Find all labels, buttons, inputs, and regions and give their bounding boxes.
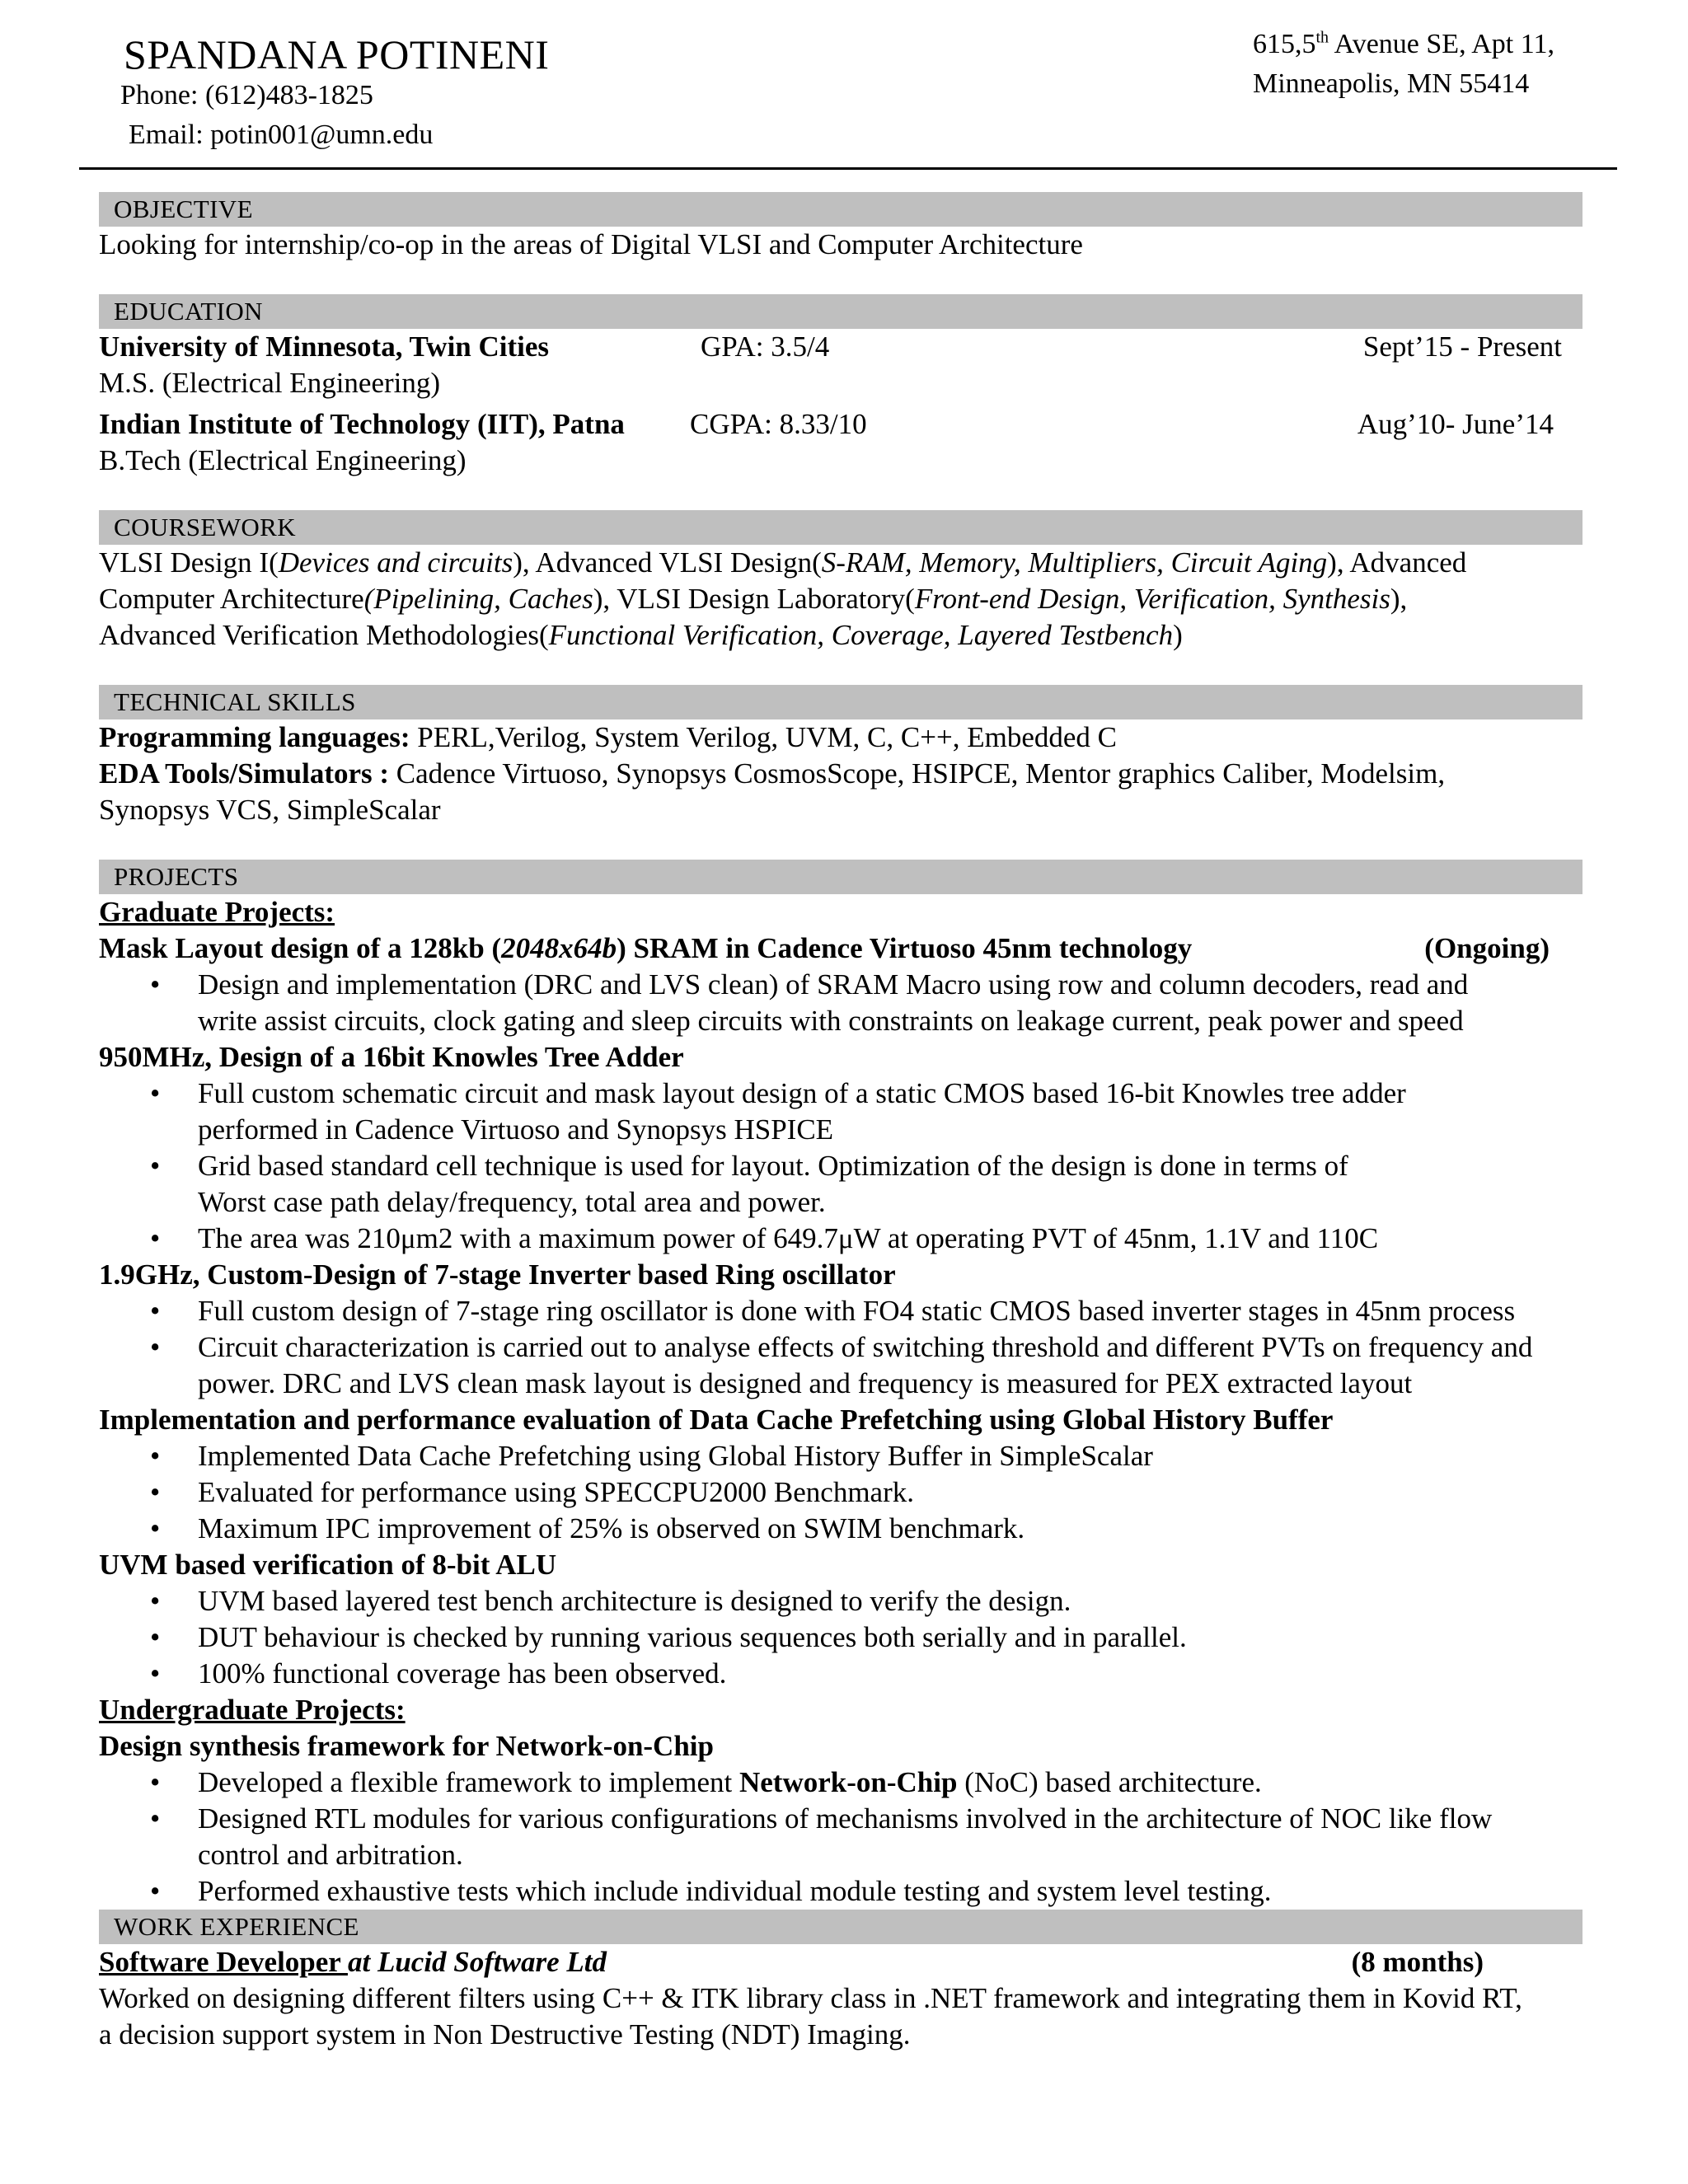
skill-label: Programming languages: — [99, 721, 410, 753]
education-row — [99, 329, 1582, 365]
phone-number: Phone: (612)483-1825 — [120, 80, 373, 110]
coursework-line — [99, 581, 1582, 617]
bullet-line: Worst case path delay/frequency, total area and power. — [198, 1186, 826, 1218]
bullet-line: • Performed exhaustive tests which include individual module testing and system level testing. — [198, 1875, 1272, 1907]
project-title: Implementation and performance evaluation of Data Cache Prefetching using Global History Buffer — [99, 1404, 1334, 1436]
resume-header — [0, 0, 1688, 173]
project-title: 950MHz, Design of a 16bit Knowles Tree Adder — [99, 1041, 684, 1073]
bullet-text-bold: Network-on-Chip — [739, 1766, 958, 1798]
bullet-line: • Full custom design of 7-stage ring oscillator is done with FO4 static CMOS based inverter stages in 45nm process — [198, 1295, 1516, 1327]
education-dates: Sept’15 - Present — [1362, 330, 1562, 363]
project-title-text: ) SRAM in Cadence Virtuoso 45nm technology — [617, 932, 1193, 964]
bullet-line: • 100% functional coverage has been observed. — [198, 1657, 727, 1690]
address-street: Avenue SE, Apt 11, — [1329, 29, 1554, 59]
bullet-item — [99, 1329, 1582, 1402]
bullet-line: • Circuit characterization is carried out to analyse effects of switching threshold and different PVTs on frequency and — [198, 1331, 1533, 1363]
course-text: VLSI Design I( — [99, 546, 279, 579]
objective-heading: OBJECTIVE — [99, 192, 1582, 227]
course-text: Advanced Verification Methodologies( — [99, 619, 549, 651]
eda-tools-continued: Synopsys VCS, SimpleScalar — [99, 794, 441, 826]
postal-address — [1253, 25, 1665, 104]
bullet-line: • DUT behaviour is checked by running various sequences both serially and in parallel. — [198, 1621, 1187, 1653]
course-topics: Front-end Design, Verification, Synthesis — [914, 583, 1390, 615]
gpa: GPA: 3.5/4 — [701, 330, 830, 363]
project-title — [99, 930, 1582, 967]
job-company: at Lucid Software Ltd — [347, 1946, 607, 1978]
bullet-item — [99, 1873, 1582, 1910]
bullet-item — [99, 1293, 1582, 1329]
project-bullets — [99, 1293, 1582, 1402]
course-topics: (Pipelining, Caches — [363, 583, 593, 615]
course-text: ), — [1390, 583, 1408, 615]
work-experience-heading: WORK EXPERIENCE — [99, 1910, 1582, 1944]
bullet-line: • The area was 210μm2 with a maximum power of 649.7μW at operating PVT of 45nm, 1.1V and 110C — [198, 1222, 1379, 1254]
bullet-item — [99, 1474, 1582, 1511]
bullet-line: • UVM based layered test bench architecture is designed to verify the design. — [198, 1585, 1071, 1617]
job-role: Software Developer — [99, 1946, 348, 1978]
project-bullets — [99, 1765, 1582, 1910]
job-description-line: Worked on designing different filters using C++ & ITK library class in .NET framework and integrating them in Kovid RT, — [99, 1982, 1522, 2014]
degree: M.S. (Electrical Engineering) — [99, 367, 441, 399]
header-divider — [79, 167, 1617, 170]
skills-heading: TECHNICAL SKILLS — [99, 685, 1582, 719]
bullet-line: • Full custom schematic circuit and mask layout design of a static CMOS based 16-bit Knowles tree adder — [198, 1077, 1406, 1109]
skill-value: Cadence Virtuoso, Synopsys CosmosScope, HSIPCE, Mentor graphics Caliber, Modelsim, — [389, 757, 1446, 790]
bullet-line: • Evaluated for performance using SPECCPU2000 Benchmark. — [198, 1476, 914, 1508]
education-heading: EDUCATION — [99, 294, 1582, 329]
bullet-item — [99, 1438, 1582, 1474]
job-title-line — [99, 1944, 1582, 1980]
coursework-line — [99, 617, 1582, 654]
address-line-1 — [1253, 25, 1665, 64]
project-title: Design synthesis framework for Network-on-Chip — [99, 1730, 714, 1762]
skill-value: PERL,Verilog, System Verilog, UVM, C, C++, Embedded C — [410, 721, 1117, 753]
address-street-number: 615,5 — [1253, 29, 1316, 59]
job-duration: (8 months) — [1351, 1946, 1484, 1978]
course-topics: Functional Verification, Coverage, Layered Testbench — [548, 619, 1174, 651]
objective-text: Looking for internship/co-op in the areas of Digital VLSI and Computer Architecture — [99, 228, 1083, 260]
bullet-line: • Maximum IPC improvement of 25% is observed on SWIM benchmark. — [198, 1512, 1025, 1544]
course-text: ), VLSI Design Laboratory( — [593, 583, 915, 615]
bullet-line: performed in Cadence Virtuoso and Synopsys HSPICE — [198, 1113, 834, 1146]
project-bullets — [99, 1583, 1582, 1692]
project-title: 1.9GHz, Custom-Design of 7-stage Inverter based Ring oscillator — [99, 1258, 896, 1291]
coursework-line — [99, 545, 1582, 581]
project-title: UVM based verification of 8-bit ALU — [99, 1549, 557, 1581]
bullet-line: • Design and implementation (DRC and LVS clean) of SRAM Macro using row and column decoders, read and — [198, 968, 1469, 1001]
graduate-projects-label: Graduate Projects: — [99, 896, 335, 928]
bullet-item — [99, 1221, 1582, 1257]
project-bullets — [99, 1438, 1582, 1547]
bullet-item — [99, 967, 1582, 1039]
project-status: (Ongoing) — [1424, 932, 1550, 964]
email-address: Email: potin001@umn.edu — [129, 120, 434, 150]
address-superscript: th — [1315, 28, 1329, 47]
education-row — [99, 406, 1582, 443]
bullet-line: • Implemented Data Cache Prefetching using Global History Buffer in SimpleScalar — [198, 1440, 1153, 1472]
resume-body — [99, 185, 1582, 2053]
coursework-heading: COURSEWORK — [99, 510, 1582, 545]
school-name: Indian Institute of Technology (IIT), Patna — [99, 408, 625, 440]
course-topics: S-RAM, Memory, Multipliers, Circuit Aging — [821, 546, 1328, 579]
bullet-text: Developed a flexible framework to implement — [198, 1766, 739, 1798]
course-text: Computer Architecture — [99, 583, 364, 615]
gpa: CGPA: 8.33/10 — [690, 408, 867, 440]
bullet-item — [99, 1511, 1582, 1547]
projects-heading: PROJECTS — [99, 860, 1582, 894]
course-text: ) — [1173, 619, 1183, 651]
bullet-item — [99, 1765, 1582, 1801]
bullet-item — [99, 1656, 1582, 1692]
address-line-2: Minneapolis, MN 55414 — [1253, 68, 1530, 99]
project-title-italic: 2048x64b — [501, 932, 617, 964]
bullet-item — [99, 1583, 1582, 1619]
bullet-line: control and arbitration. — [198, 1839, 463, 1871]
bullet-item — [99, 1148, 1582, 1221]
bullet-line: power. DRC and LVS clean mask layout is designed and frequency is measured for PEX extracted layout — [198, 1367, 1413, 1399]
candidate-name: SPANDANA POTINENI — [124, 31, 550, 77]
bullet-text: (NoC) based architecture. — [957, 1766, 1262, 1798]
bullet-line: write assist circuits, clock gating and sleep circuits with constraints on leakage current, peak power and speed — [198, 1005, 1464, 1037]
bullet-item — [99, 1801, 1582, 1873]
project-title-text: Mask Layout design of a 128kb ( — [99, 932, 502, 964]
bullet-line — [198, 1765, 1582, 1801]
programming-languages — [99, 719, 1582, 756]
bullet-line: • Grid based standard cell technique is used for layout. Optimization of the design is done in terms of — [198, 1150, 1348, 1182]
education-dates: Aug’10- June’14 — [1357, 408, 1554, 440]
project-bullets — [99, 967, 1582, 1039]
project-bullets — [99, 1076, 1582, 1257]
course-text: ), Advanced VLSI Design( — [513, 546, 822, 579]
job-description-line: a decision support system in Non Destructive Testing (NDT) Imaging. — [99, 2018, 911, 2050]
skill-label: EDA Tools/Simulators : — [99, 757, 390, 790]
degree: B.Tech (Electrical Engineering) — [99, 444, 467, 476]
bullet-item — [99, 1076, 1582, 1148]
bullet-item — [99, 1619, 1582, 1656]
school-name: University of Minnesota, Twin Cities — [99, 330, 550, 363]
undergraduate-projects-label: Undergraduate Projects: — [99, 1694, 406, 1726]
bullet-line: • Designed RTL modules for various configurations of mechanisms involved in the architecture of NOC like flow — [198, 1802, 1493, 1835]
course-topics: Devices and circuits — [278, 546, 513, 579]
course-text: ), Advanced — [1327, 546, 1467, 579]
eda-tools — [99, 756, 1582, 792]
